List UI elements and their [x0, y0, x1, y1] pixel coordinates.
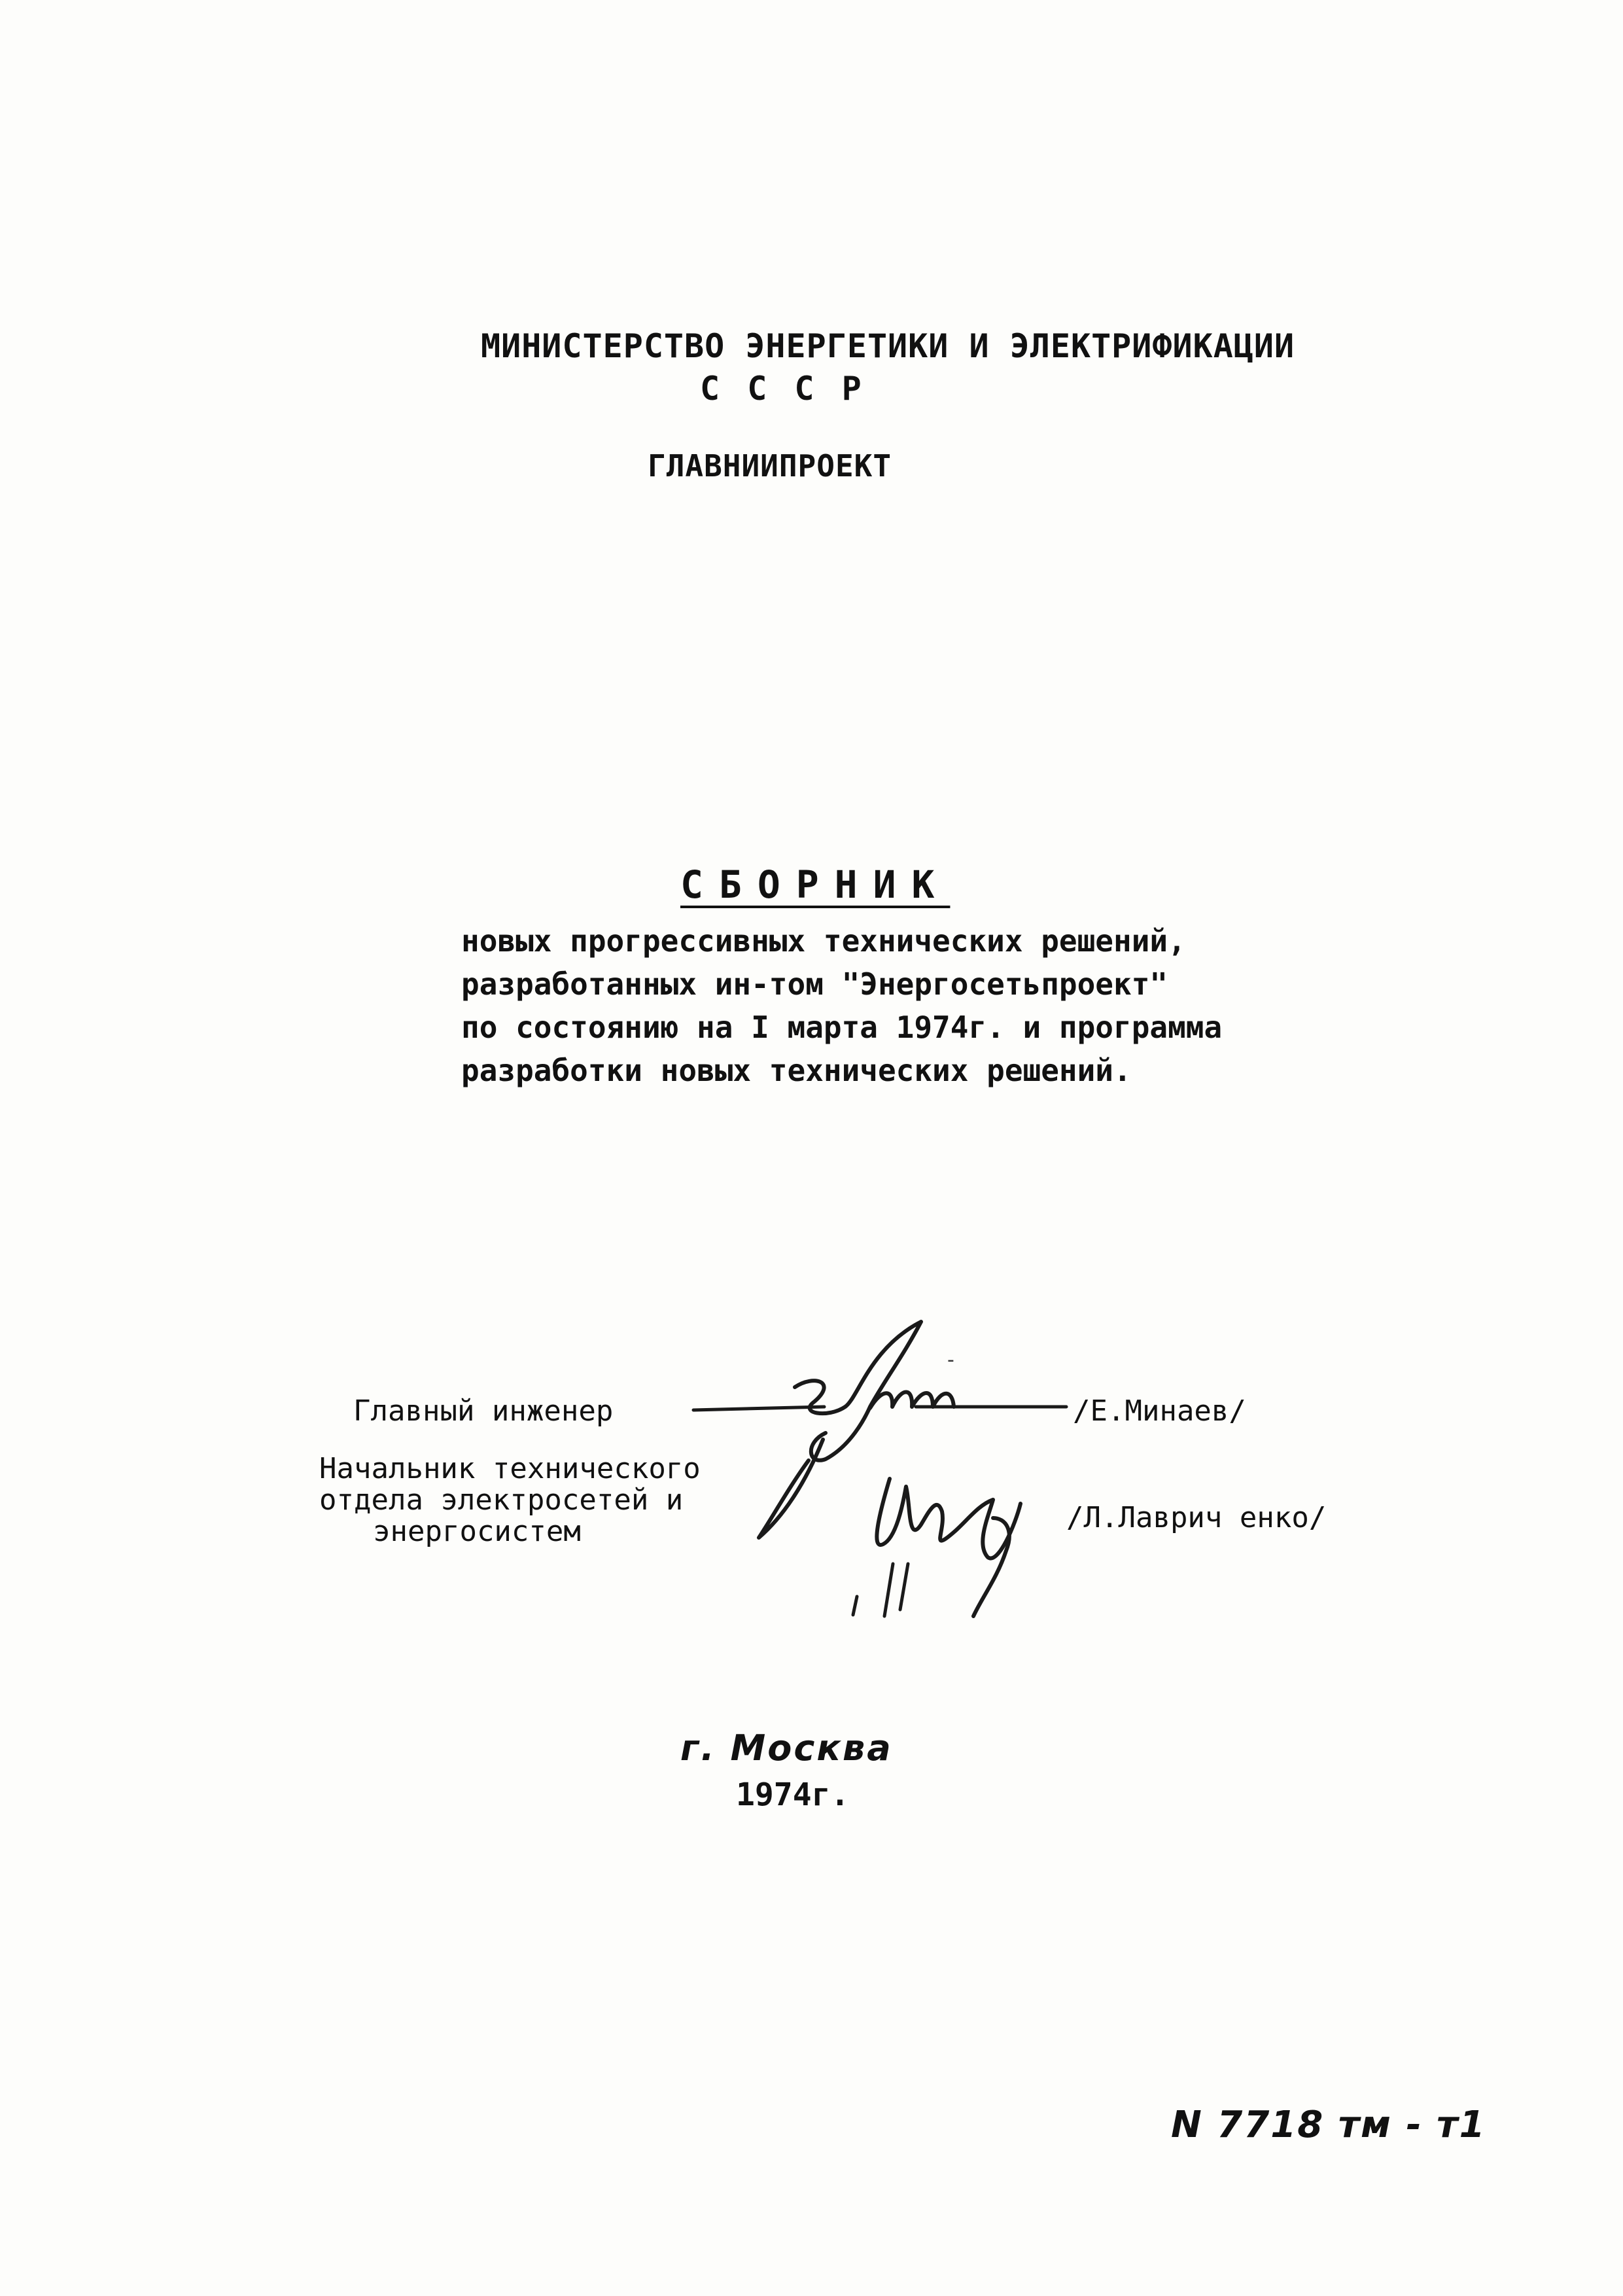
department-heading: ГЛАВНИИПРОЕКТ	[648, 448, 892, 484]
signatory-1-position: Главный инженер	[353, 1394, 614, 1428]
description-line-3: по состоянию на I марта 1974г. и программа	[461, 1010, 1223, 1045]
description-line-2: разработанных ин-том "Энергосетьпроект"	[461, 966, 1168, 1002]
signature-lavrichenko	[831, 1439, 1079, 1636]
archive-number: N 7718 тм - т1	[1171, 2104, 1486, 2146]
signatory-2-position-line-3: энергосистем	[373, 1515, 581, 1548]
signatory-2-position-line-2: отдела электросетей и	[319, 1483, 684, 1517]
year-text: 1974г.	[736, 1776, 850, 1813]
description-line-4: разработки новых технических решений.	[461, 1053, 1132, 1088]
signatory-2-position-line-1: Начальник технического	[319, 1452, 701, 1485]
document-title: СБОРНИК	[680, 862, 951, 907]
signatory-1-name: /Е.Минаев/	[1073, 1394, 1246, 1428]
city-text: г. Москва	[680, 1727, 893, 1769]
country-heading: С С С Р	[700, 370, 865, 408]
description-line-1: новых прогрессивных технических решений,	[461, 923, 1186, 959]
ministry-heading: МИНИСТЕРСТВО ЭНЕРГЕТИКИ И ЭЛЕКТРИФИКАЦИИ	[481, 327, 1295, 365]
svg-text:-: -	[947, 1349, 954, 1371]
signatory-2-name: /Л.Лаврич енко/	[1066, 1501, 1327, 1534]
